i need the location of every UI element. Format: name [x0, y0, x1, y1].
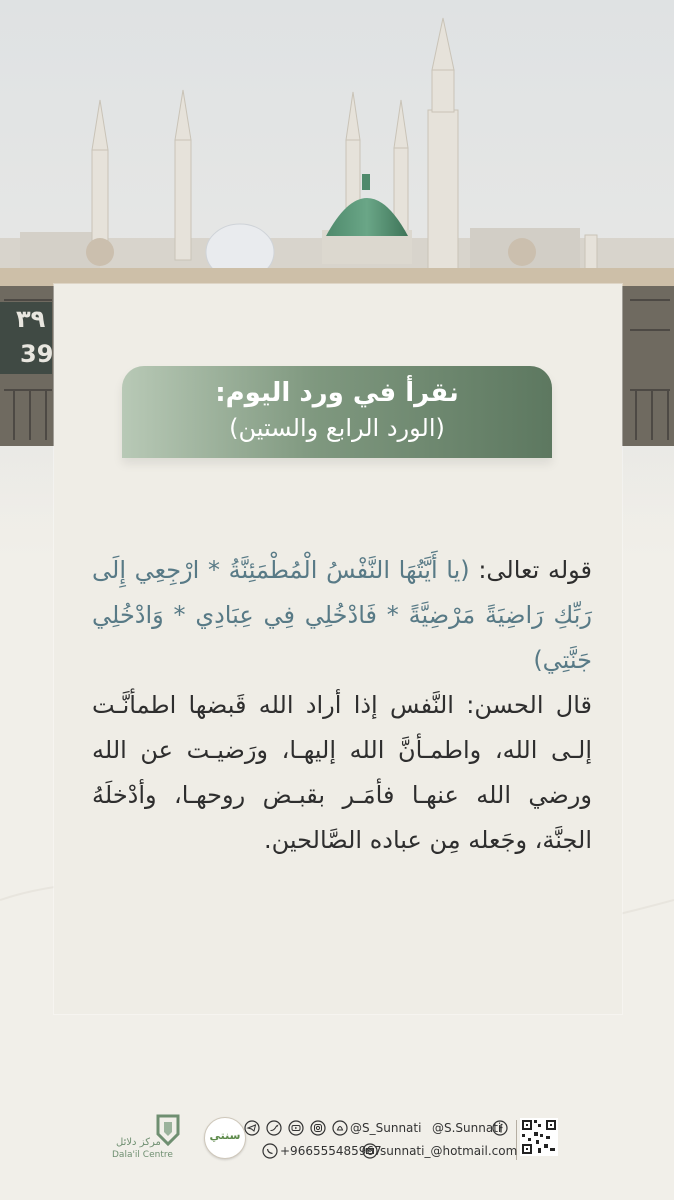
plaque-number: 39	[20, 340, 54, 368]
qr-code-icon	[520, 1118, 558, 1156]
verse-intro: قوله تعالى:	[469, 556, 593, 584]
body-text	[92, 548, 592, 863]
centre-name-english: Dala'il Centre	[112, 1150, 173, 1160]
email-address[interactable]: sunnati_@hotmail.com	[380, 1144, 518, 1158]
title-banner	[122, 366, 552, 458]
centre-name-arabic: مركز دلائل	[116, 1137, 161, 1148]
sunnati-logo-text: سنتي	[209, 1129, 241, 1142]
page-subtitle: (الورد الرابع والستين)	[229, 414, 445, 442]
page-title: نقرأ في ورد اليوم:	[215, 378, 459, 408]
phone-number[interactable]: +966555485967	[280, 1144, 382, 1158]
sunnati-logo	[204, 1117, 246, 1159]
instagram-icon	[310, 1120, 326, 1136]
telegram-icon	[244, 1120, 260, 1136]
snapchat-icon	[332, 1120, 348, 1136]
plaque-number-arabic: ٣٩	[16, 305, 46, 333]
youtube-icon	[288, 1120, 304, 1136]
footer	[0, 1100, 674, 1180]
snapchat-handle[interactable]: @S_Sunnati	[350, 1121, 422, 1135]
twitter-icon	[266, 1120, 282, 1136]
whatsapp-icon	[262, 1143, 278, 1159]
quran-verse: (يا أَيَّتُهَا النَّفْسُ الْمُطْمَئِنَّةُ * ارْجِعِي إِلَى رَبِّكِ رَاضِيَةً مَرْضِيَّةً * فَادْخُلِي فِي عِبَادِي * وَادْخُلِي جَنَّتِي)	[92, 556, 592, 674]
commentary: قال الحسن: النَّفس إذا أراد الله قَبضها اطمأنَّـت إلـى الله، واطمـأنَّ الله إليهـا، ورَضيـت عن الله ورضي الله عنهـا فأمَـر بقبـض روحهـا، وأدْخلَهُ الجنَّة، وجَعله مِن عباده الصَّالحين.	[92, 691, 592, 854]
facebook-handle[interactable]: @S.Sunnati	[432, 1121, 502, 1135]
